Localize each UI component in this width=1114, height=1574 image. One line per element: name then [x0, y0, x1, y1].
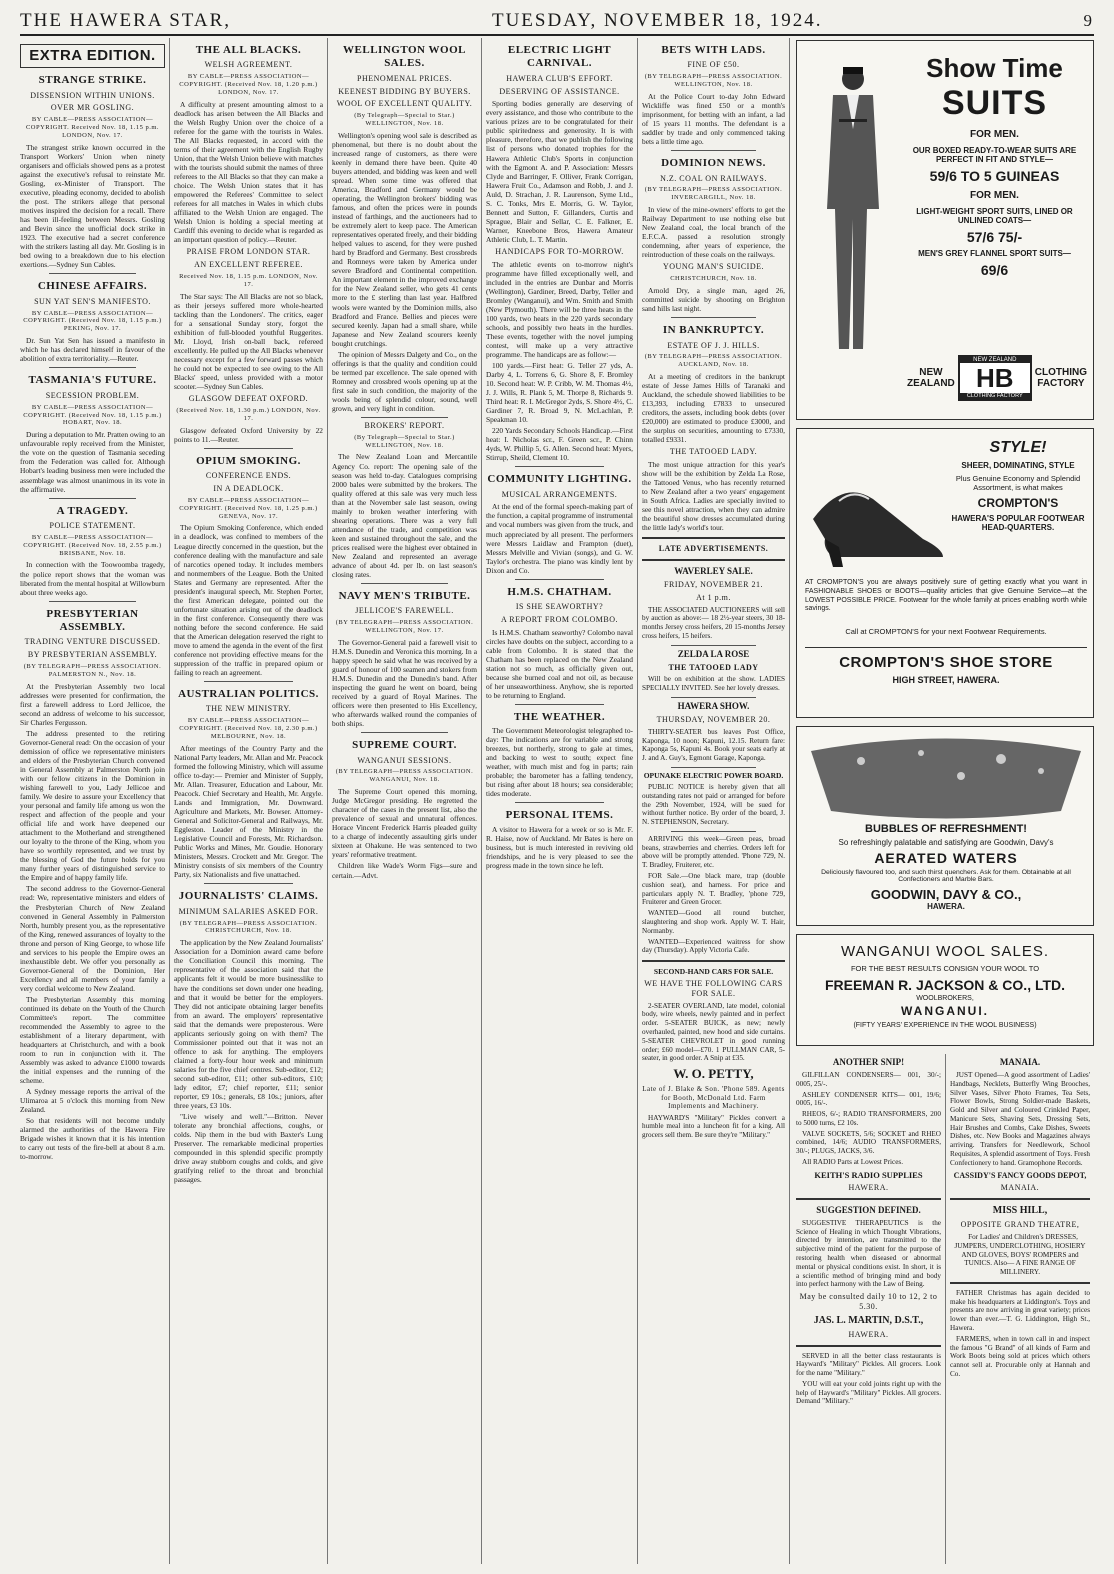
- bets-headline: BETS WITH LADS.: [661, 44, 766, 56]
- divider: [642, 960, 785, 962]
- byline: (By Telegraph—Special to Star.) WELLINGTON, Nov. 18.: [354, 433, 455, 449]
- style-body: AT CROMPTON'S you are always positively sure of getting exactly what you want in FASHIONABLE SHOES or BOOTS—quality articles that give Genuine Service—at the LOWEST POSSIBLE PRICE. Footwear for the whole family at prices enabling worth while savings.: [805, 579, 1087, 613]
- article-body: The Opium Smoking Conference, which ended in a deadlock, was confined to members of the League directly concerned in the question, but the conference dealing with the manufacture and sale of narcotics opened today. It includes members and nonmembers of the League. Both the United States and Germany are represented. After the president's inaugural speech, Mr. Stephen Porter, the first American delegate, pointed out the unfortunate situation arising out of the deadlock in the first conference. Consequently there was nothing before the second conference. He said that the American delegation reserved the right to move to amend the agenda in the event of the first conference not providing effective means for the suppression of the traffic in prepared opium or failing to reach an agreement.: [174, 523, 323, 677]
- hb-logo-letters: HB: [976, 363, 1014, 393]
- byline: BY CABLE—PRESS ASSOCIATION—COPYRIGHT. (Received Nov. 18, 2.55 p.m.) BRISBANE, Nov. 18.: [23, 533, 162, 557]
- hb-logo-bottom: CLOTHING FACTORY: [960, 393, 1030, 399]
- aerated-waters-advert: [796, 726, 1094, 926]
- article-body: The Government Meteorologist telegraphed to-day: The indications are for variable and strong breezes, but northerly, strong to gale at times, and backing to west to south; expect fine weather, with much mist and fog in parts; rain probable; the barometer has a falling tendency, but rising after about 18 hours; sea considerable; tides moderate.: [486, 726, 633, 799]
- divider: [515, 704, 603, 705]
- byline: CHRISTCHURCH, Nov. 18.: [670, 275, 757, 283]
- ad-body: HAYWARD'S "Military" Pickles convert a humble meal into a luncheon fit for a king. All grocers sell them. Be sure they're "Military.": [642, 1113, 785, 1140]
- article-body: Children like Wade's Worm Figs—sure and certain.—Advt.: [332, 861, 477, 880]
- hb-logo: [958, 355, 1032, 401]
- hb-logo-top: NEW ZEALAND: [960, 357, 1030, 363]
- byline: (BY TELEGRAPH—PRESS ASSOCIATION. WELLINGTON, Nov. 18.: [644, 73, 783, 89]
- byline: BY CABLE—PRESS ASSOCIATION—COPYRIGHT. Received Nov. 18, 1.15 p.m. LONDON, Nov. 17.: [25, 116, 160, 140]
- article-body: In view of the mine-owners' efforts to get the Railway Department to use nothing else but New Zealand coal, the local branch of the E.F.C.A. passed a resolution strongly condemning, after years of experience, the reintroduction of these coals on the railways.: [642, 205, 785, 260]
- headline-sub: SECESSION PROBLEM.: [45, 390, 140, 400]
- headline-sub: PHENOMENAL PRICES.: [357, 73, 452, 83]
- radio-advert: [796, 1057, 941, 1406]
- suits-title-2: SUITS: [941, 84, 1048, 122]
- style-title: STYLE!: [989, 439, 1047, 456]
- article-body: 100 yards.—First heat: G. Teller 27 yds, A. Darby 4, L. Torrens 6, G. Shore 8, F. Bromley 10. Second heat: W. P. Cribb, W. M. Thomas 4½, J. J. Wills, R. Plank 5, M. Thorpe 8, Richards 9. Third heat: R. I. McGregor 2yds, S. Shore 4½, C. Gardiner 7, R. Broad 9, N. McLachlan, P. Speakman 10.: [486, 360, 633, 425]
- byline: (BY TELEGRAPH—PRESS ASSOCIATION. AUCKLAND, Nov. 18.: [644, 353, 783, 369]
- bubbles-line-1: So refreshingly palatable and satisfying are Goodwin, Davy's: [838, 838, 1054, 847]
- wool-town: WANGANUI.: [901, 1004, 989, 1018]
- ad-body: 2-SEATER OVERLAND, late model, colonial body, wire wheels, newly painted and in perfect order. 5-SEATER BUICK, as new; newly overhauled, painted, new hood and side curtains. 5-SEATER CHEVROLET in good running order; £60 model—£70. 1 PULLMAN CAR, 5-seater, in good order. A Snip at £35.: [642, 1001, 785, 1063]
- column-2: [174, 38, 328, 1564]
- suits-title-1: Show Time: [926, 53, 1063, 83]
- divider: [515, 802, 603, 803]
- wool-sales-advert: [796, 934, 1094, 1046]
- divider: [796, 1198, 941, 1200]
- byline: BY CABLE—PRESS ASSOCIATION—COPYRIGHT. (Received Nov. 18, 1.15 p.m.) HOBART, Nov. 18.: [23, 403, 162, 427]
- masthead: [20, 8, 1094, 36]
- headline-sub: MINIMUM SALARIES ASKED FOR.: [178, 906, 319, 916]
- tasmania-headline: TASMANIA'S FUTURE.: [28, 374, 157, 387]
- suits-line-3: MEN'S GREY FLANNEL SPORT SUITS—: [918, 249, 1071, 258]
- byline: BY CABLE—PRESS ASSOCIATION—COPYRIGHT. (Received Nov. 18, 1.20 p.m.) LONDON, Nov. 17.: [179, 73, 318, 96]
- extra-edition-title: EXTRA EDITION.: [20, 44, 165, 68]
- ad-body: THIRTY-SEATER bus leaves Post Office, Kaponga, 10 noon; Kapuni, 12.15. Return fare: Kaponga 5s, Kapuni 4s. Book your seats early at J. and A. Guy's, Egmont Garage, Kaponga.: [642, 727, 785, 763]
- divider: [361, 583, 448, 584]
- ad-body: WANTED—Good all round butcher, slaughtering and shop work. Apply W. T. Hair, Normanby.: [642, 909, 785, 935]
- divider: [671, 697, 757, 698]
- headline-sub: PRAISE FROM LONDON STAR.: [186, 247, 311, 257]
- article-body: During a deputation to Mr. Pratten owing to an unfavourable reply received from the Minister, the vote on the question of Tasmania seceding from the Federation was called for. Although Hobart's leading business men were included the assemblage was almost unanimous in its vote in the affirmative.: [20, 430, 165, 494]
- ad-body: All RADIO Parts at Lowest Prices.: [802, 1158, 904, 1166]
- headline-sub: JELLICOE'S FAREWELL.: [355, 606, 454, 616]
- article-body: At the Presbyterian Assembly two local addresses were presented for confirmation, the first a farewell address to Lord Jellicoe, the second an address of welcome to his successor, Sir Charles Fergusson.: [20, 681, 165, 727]
- headline-sub: TRADING VENTURE DISCUSSED.: [24, 637, 161, 647]
- style-line-1: SHEER, DOMINATING, STYLE: [961, 461, 1075, 470]
- ad-brand: KEITH'S RADIO SUPPLIES: [814, 1169, 923, 1180]
- headline-sub: CONFERENCE ENDS.: [205, 471, 292, 481]
- article-body: The strangest strike known occurred in the Transport Workers' Union when ninety organisers and officials showed pens as a protest against the executive's refusal to reinstate Mr. Gosling, ex-Minister of Transport. The executive, pleading economy, decided to abolish the post. The strikers allege that personal motives inspired the decision for a recall. There has been ill-feeling between Messrs. Gosling and Bevin since the unofficial dock strike in 1923. The executive had a secret conference with the strikers lasting all day. Mr. Gosling is in bed owing to a breakdown due to his election exertions.—Sydney Sun Cables.: [20, 142, 165, 270]
- ad-sub: OPPOSITE GRAND THEATRE,: [960, 1220, 1080, 1230]
- byline: (Received Nov. 18, 1.30 p.m.) LONDON, Nov. 17.: [176, 406, 321, 422]
- article-body: The application by the New Zealand Journalists' Association for a Dominion award came before the Conciliation Council this morning. The representative of the association said that the applicants felt it would be more businesslike to have the conditions set down under one heading, and that it would be better for the employers. They did not anticipate obtaining larger benefits from an award. The employers' representative said that the demands were preposterous. Were applicants seriously going on with them? The Commissioner pointed out that it was not an offence to ask for anything. The employers claimed a forty-four hour week and minimum salaries for the five chief centres. Sub-editor, £12; second sub-editor, £11; other sub-editors, £10; lady editor, £7; chief reporter, £11; senior reporter, £9 10s.; generals, £8 10s.; juniors, after three years, £3 10s.: [174, 938, 323, 1110]
- ad-title: SUGGESTION DEFINED.: [816, 1204, 921, 1215]
- suits-price-2: 57/6 75/-: [966, 229, 1023, 245]
- headline-sub: BY PRESBYTERIAN ASSEMBLY.: [27, 650, 158, 660]
- wool-title: WANGANUI WOOL SALES.: [840, 943, 1050, 960]
- divider: [671, 767, 757, 768]
- ad-body: FARMERS, when in town call in and inspect the famous "G Brand" of all kinds of Farm and Work Boots being sold at prices which others cannot sell at. Procurable only at Hannah and Co.: [950, 1334, 1090, 1378]
- headline-sub: OVER MR GOSLING.: [50, 103, 135, 113]
- supreme-court-headline: SUPREME COURT.: [352, 739, 457, 752]
- masthead-paper: THE HAWERA STAR,: [20, 10, 232, 31]
- ad-title: MISS HILL,: [992, 1205, 1048, 1217]
- ad-town: HAWERA.: [848, 1183, 889, 1193]
- wool-sales-headline: WELLINGTON WOOL SALES.: [343, 44, 466, 70]
- article-body: 220 Yards Secondary Schools Handicap.—First heat: I. Nicholas scr., F. Green scr., P. Chinn 4yds, W. Phillip 5, G. Allen. Second heat: Myers, Stirrup, Sheild, Clement 10.: [486, 426, 633, 463]
- article-body: At the Police Court to-day John Edward Wickliffe was fined £50 or a month's imprisonment, for betting with an infant, a lad of 15 years 11 months. The defendant is a saddler by trade and only commenced taking bets a little time ago.: [642, 92, 785, 147]
- divider: [642, 537, 785, 539]
- article-body: The Supreme Court opened this morning, Judge McGregor presiding. He regretted the character of the cases in the present list, also the prevalence of sexual and unnatural offences. Horace Vincent Frederick Harris pleaded guilty to a charge of indecently assaulting girls under sixteen at Ohakune. He was sentenced to two years' reformative treatment.: [332, 787, 477, 860]
- ad-sig-details: Late of J. Blake & Son. 'Phone 589. Agents for Booth, McDonald Ltd. Farm Implements and Machinery.: [642, 1085, 785, 1111]
- ad-title: HAWERA SHOW.: [677, 701, 750, 712]
- headline-sub: WANGANUI SESSIONS.: [357, 755, 452, 765]
- divider: [796, 1345, 941, 1347]
- wool-line-1: FOR THE BEST RESULTS CONSIGN YOUR WOOL TO: [850, 964, 1040, 973]
- page-number: 9: [1083, 11, 1094, 30]
- article-body: After meetings of the Country Party and the National Party leaders, Mr. Allan and Mr. Peacock formed the following Ministry, which will assume office to-day:— Premier and Minister of Supply, Mr. Allan. Treasurer, Education and Labour, Mr. Peacock. Chief Secretary and Health, Mr. Argyle. Lands and Immigration, Mr. Downward. Agriculture and Markets, Mr. Bowser. Attorney-General and Solicitor-General and Railways, Mr. Eggleston. Leader of the Ministry in the Legislative Council and Forests, Mr. Richardson. Public Works and Mines, Mr. Goudie. Honorary Ministers, Messrs. Crockett and Mr. Gregor. The Ministry consists of six members of the Country Party, six Nationalists and five unattached.: [174, 743, 324, 880]
- ad-sub: WE HAVE THE FOLLOWING CARS FOR SALE.: [644, 979, 783, 998]
- shoe-illustration: [803, 449, 953, 569]
- divider: [515, 466, 603, 467]
- all-blacks-headline: THE ALL BLACKS.: [195, 44, 302, 56]
- article-body: Sporting bodies generally are deserving of every assistance, and those who contribute to the various prizes are to be congratulated for their public spiritedness and generosity. It is with pleasure, therefore, that we publish the following list of persons who donated trophies for the Hawera Athletic Club's Sports in conjunction with the Egmont A. and P. Association: Messrs Clyde and Barringer, F. Olliver, Frank Corrigan, Hawera Fruit Co., Adamson and Robb, J. and J. Auld, D. Strachan, J. R. Laurenson, Syme Ltd., S. C. Tonks, Mrs E. Morris, G. W. Taylor, Bennett and Sutton, F. Gillanders, Curtis and Sprague, Blair and Sellar, C. E. Falkner, E. Warner, Kneebone Bros, Hawera Amateur Athletic Club, L. T. Martin.: [486, 99, 633, 244]
- divider: [361, 417, 448, 418]
- divider: [671, 645, 757, 646]
- column-6: [796, 1054, 946, 1564]
- hb-right-1: CLOTHING: [1034, 367, 1087, 378]
- carnival-headline: ELECTRIC LIGHT CARNIVAL.: [507, 44, 612, 70]
- ad-title: MANAIA.: [999, 1057, 1041, 1067]
- article-body: Arnold Dry, a single man, aged 26, committed suicide by shooting on Brighton sand hills last night.: [642, 286, 785, 314]
- divider: [204, 883, 293, 884]
- bubbles-brand: GOODWIN, DAVY & CO.,: [870, 887, 1022, 902]
- suits-advert: [796, 40, 1094, 420]
- article-body: The second address to the Governor-General read: We, representative ministers and elders of the Presbyterian Church of New Zealand convened in General Assembly in Palmerston North, humbly present you, as the representative of the King, renewed assurances of loyalty to the throne and person of King George, to whose life and services to his people the Empire owes an inexhaustible debt. We offer you personally as Governor-General of the Dominion, Her Excellency and all members of your family a very cordial welcome to New Zealand.: [20, 884, 165, 993]
- byline: BY CABLE—PRESS ASSOCIATION—COPYRIGHT. (Received Nov. 18, 1.15 p.m.) PEKING, Nov. 17.: [23, 309, 162, 333]
- article-body: Is H.M.S. Chatham seaworthy? Colombo naval circles have doubts on the subject, according to a cable from Colombo. It is stated that the Chatham has been replaced on the New Zealand station not so much, as officially given out, because she burned coal and not oil, as because of her unseaworthiness. Anyhow, she is reported to be returning to England.: [486, 627, 633, 700]
- ad-body: Will be on exhibition at the show. LADIES SPECIALLY INVITED. See her lovely dresses.: [642, 675, 785, 693]
- byline: (BY TELEGRAPH—PRESS ASSOCIATION. WANGANUI, Nov. 18.: [335, 768, 474, 784]
- brokers-report-headline: BROKERS' REPORT.: [364, 420, 445, 430]
- ad-body: ASHLEY CONDENSER KITS— 001, 19/6; 0005, 16/-.: [796, 1090, 941, 1108]
- column-3: [332, 38, 482, 1564]
- wool-sub: WOOLBROKERS,: [916, 995, 974, 1002]
- article-body: At a meeting of creditors in the bankrupt estate of Jesse James Hills of Taranaki and Auckland, the schedule showed liabilities to be £13,393, including £7833 to unsecured creditors, the assets, including book debts (over £20,000) are estimated to produce £3000, and the surplus on securities, amounting to £7330, totalled £9331.: [642, 372, 785, 445]
- headline-sub: SUN YAT SEN'S MANIFESTO.: [34, 296, 151, 306]
- ad-time: At 1 p.m.: [696, 592, 731, 602]
- article-body: A Sydney message reports the arrival of the Ulimaroa at 5 o'clock this morning from New Zealand.: [20, 1087, 165, 1115]
- suits-for: FOR MEN.: [970, 129, 1019, 140]
- personal-items-headline: PERSONAL ITEMS.: [505, 809, 614, 822]
- hb-left-2: ZEALAND: [907, 378, 955, 389]
- strange-strike-headline: STRANGE STRIKE.: [38, 74, 147, 87]
- navy-headline: NAVY MEN'S TRIBUTE.: [338, 589, 471, 602]
- divider: [49, 498, 136, 499]
- byline: Received Nov. 18, 1.15 p.m. LONDON, Nov. 17.: [179, 272, 318, 288]
- chinese-affairs-headline: CHINESE AFFAIRS.: [37, 280, 148, 293]
- hb-right-2: FACTORY: [1037, 378, 1085, 389]
- shoe-store-address: HIGH STREET, HAWERA.: [892, 675, 1000, 685]
- ad-body: FATHER Christmas has again decided to make his headquarters at Liddington's. Toys and presents are now arriving in great variety; prices lower than ever.—T. G. Liddington, High St., Hawera.: [950, 1288, 1090, 1333]
- community-lighting-headline: COMMUNITY LIGHTING.: [487, 473, 632, 486]
- headline-sub: IS SHE SEAWORTHY?: [515, 602, 604, 612]
- presbyterian-headline: PRESBYTERIAN ASSEMBLY.: [46, 607, 139, 634]
- ad-body: WANTED—Experienced waitress for show day (Thursday). Apply Victoria Cafe.: [642, 937, 785, 955]
- divider: [49, 273, 136, 274]
- weather-headline: THE WEATHER.: [513, 710, 606, 723]
- byline: (BY TELEGRAPH—PRESS ASSOCIATION. WELLINGTON, Nov. 17.: [335, 619, 474, 634]
- headline-sub: A REPORT FROM COLOMBO.: [500, 614, 619, 624]
- bubbling-bowl-illustration: [801, 731, 1091, 821]
- headline-sub: GLASGOW DEFEAT OXFORD.: [188, 394, 309, 404]
- wool-line-2: (FIFTY YEARS' EXPERIENCE IN THE WOOL BUSINESS): [853, 1022, 1037, 1029]
- column-7: [950, 1054, 1094, 1564]
- headline-sub: WOOL OF EXCELLENT QUALITY.: [336, 99, 473, 109]
- style-line-2: Plus Genuine Economy and Splendid Assortment, is what makes: [955, 474, 1081, 492]
- headline-sub: YOUNG MAN'S SUICIDE.: [663, 262, 764, 272]
- bankruptcy-headline: IN BANKRUPTCY.: [662, 324, 765, 337]
- article-body: A visitor to Hawera for a week or so is Mr. F. R. Haise, now of Auckland. Mr Bates is here on business, but is much interested in reviving old friendships, and he is very pleased to see the progress made in the town since he left.: [486, 824, 633, 870]
- divider: [49, 367, 136, 368]
- ad-signature: JAS. L. MARTIN, D.S.T.,: [813, 1314, 924, 1326]
- hb-left-1: NEW: [919, 367, 943, 378]
- byline: BY CABLE—PRESS ASSOCIATION—COPYRIGHT. (Received Nov. 18, 1.25 p.m.) GENEVA, Nov. 17.: [179, 496, 318, 520]
- ad-body: VALVE SOCKETS, 5/6; SOCKET and RHEO combined, 14/6; AUDIO TRANSFORMERS, 30/-; PLUGS, JACKS, 3/6.: [796, 1129, 941, 1156]
- ad-body: RHEOS, 6/-; RADIO TRANSFORMERS, 200 to 5000 turns, £2 10s.: [796, 1110, 941, 1127]
- article-body: Wellington's opening wool sale is described as phenomenal, but there is no doubt about the increased range of customers, as there were keenly in demand there have been. Quite 40 buyers attended, and bidding was keen and well spread. When some time was offered that America, Bradford and Germany would be operating, the Wellington brokers' bidding was famous, and often the prices were in pounds instead of farthings, and the auctioneers had to be extremely alert to keep pace. The American representatives operated freely, and their bidding helped values to ascend, for they were pushed hard by Bradford and Germany. Best crossbreds and Romneys were taken by America under severe Bradford and Continental competition. An important element in the improved exchange for the New Zealand seller, who gets 41 cents more to the £ sterling than last year. Halfbred wools were wanted by the Dominion mills, also Bradford and France. Bellies and pieces were secured keenly. Japan had a small share, while Japanese and New Zealand scourers keenly bought crutchings.: [332, 130, 477, 348]
- style-brand: CROMPTON'S: [977, 496, 1059, 510]
- headline-sub: THE TATOOED LADY.: [669, 447, 758, 457]
- byline: BY CABLE—PRESS ASSOCIATION—COPYRIGHT. (Received Nov. 18, 2.30 p.m.) MELBOURNE, Nov. 18.: [179, 717, 318, 740]
- article-body: The Presbyterian Assembly this morning continued its debate on the Youth of the Church Committee's report. The committee recommended the Assembly to agree to the establishment of a literary department, with headquarters at Christchurch, and with a book room to run in conjunction with it. The Assembly was asked to advance £1000 towards the initial expenses and the running of the scheme.: [20, 994, 165, 1086]
- byline: (BY TELEGRAPH—PRESS ASSOCIATION. INVERCARGILL, Nov. 18.: [644, 186, 783, 202]
- ad-hours: May be consulted daily 10 to 12, 2 to 5.30.: [799, 1292, 938, 1311]
- crompton-advert: [796, 428, 1094, 718]
- headline-sub: MUSICAL ARRANGEMENTS.: [501, 489, 618, 499]
- article-body: The address presented to the retiring Governor-General read: On the occasion of your demission of office we representative ministers and elders of the Presbyterian Church convened in General Assembly at Palmerston North join with our fellow citizens in the Dominion in wishing farewell to you, Lady Jellicoe and family. We desire to assure your Excellency that your personal and family life among us won the respect and affection of the people and your official life and work have deepened our attachment to the Motherland and strengthened our loyalty to the throne of the King, whom you have so worthily represented, and we trust by the blessing of God the future holds for you many further years of distinguished service to the Empire and of happy family life.: [20, 728, 165, 883]
- byline: (BY TELEGRAPH—PRESS ASSOCIATION. PALMERSTON N., Nov. 18.: [23, 662, 162, 678]
- article-body: Glasgow defeated Oxford University by 22 points to 11.—Reuter.: [174, 425, 323, 444]
- headline-sub: HAWERA CLUB'S EFFORT.: [506, 73, 613, 83]
- ad-body: JUST Opened—A good assortment of Ladies' Handbags, Necklets, Butterfly Wing Brooches, Silver Vases, Silver Photo Frames, Tea Sets, Flower Bowls, Strong Soldier-made Baskets, Gold and Silver and Coloured Crinkled Paper, Manicure Sets, Shaving Sets, Dressing Sets, Hair Brushes and Combs, Cake Dishes, Sweets Dishes, etc. New Books and Magazines always arriving. Transfers for Needlework, School Requisites, A splendid assortment of Toys. Fresh Confectionery to hand. Gramophone Records.: [950, 1070, 1090, 1167]
- ad-town: HAWERA.: [848, 1329, 889, 1339]
- headline-sub: HANDICAPS FOR TO-MORROW.: [495, 246, 624, 256]
- chatham-headline: H.M.S. CHATHAM.: [507, 585, 612, 598]
- ad-town: MANAIA.: [1000, 1183, 1040, 1193]
- ad-brand: CASSIDY'S FANCY GOODS DEPOT,: [953, 1170, 1087, 1180]
- divider: [515, 579, 603, 580]
- suits-line-1: OUR BOXED READY-TO-WEAR SUITS ARE PERFECT IN FIT AND STYLE—: [912, 146, 1077, 164]
- ad-date: FRIDAY, NOVEMBER 21.: [664, 580, 763, 590]
- divider: [950, 1198, 1090, 1200]
- headline-sub: KEENEST BIDDING BY BUYERS.: [338, 86, 471, 96]
- headline-sub: FINE OF £50.: [687, 60, 740, 70]
- ad-body: GILFILLAN CONDENSERS— 001, 30/-; 0005, 25/-.: [796, 1070, 941, 1088]
- headline-sub: N.Z. COAL ON RAILWAYS.: [660, 173, 767, 183]
- headline-sub: IN A DEADLOCK.: [213, 483, 284, 493]
- dominion-news-headline: DOMINION NEWS.: [661, 157, 766, 170]
- manaia-ads: [950, 1057, 1090, 1379]
- article-body: Dr. Sun Yat Sen has issued a manifesto in which he has declared himself in favour of the abolition of extra territoriality.—Reuter.: [20, 336, 165, 364]
- article-body: The Governor-General paid a farewell visit to H.M.S. Dunedin and Veronica this morning. In a happy speech he said what he was received by a guard of honour of 100 seamen and stokers from H.M.S. Dunedin and the Dunedin's band. After inspecting the guard he went on board, being received by a guard of Royal Marines. The officers were then presented to His Excellency, who afterwards walked round the companies of both ships.: [332, 637, 477, 729]
- headline-sub: POLICE STATEMENT.: [49, 520, 136, 530]
- ad-sub: THE TATOOED LADY: [668, 662, 759, 672]
- article-body: In connection with the Toowoomba tragedy, the police report shows that the woman was liberated from the mental hospital at Willowburn about three weeks ago.: [20, 560, 165, 597]
- divider: [49, 601, 136, 602]
- suits-for-2: FOR MEN.: [970, 190, 1019, 201]
- ad-body: PUBLIC NOTICE is hereby given that all outstanding rates not paid or arranged for before the 29th November, 1924, will be sued for without further notice. By order of the board, J. N. STEPHENSON, Secretary.: [642, 783, 785, 827]
- opium-headline: OPIUM SMOKING.: [196, 454, 301, 467]
- shoe-store-name: CROMPTON'S SHOE STORE: [839, 654, 1053, 671]
- headline-sub: DESERVING OF ASSISTANCE.: [499, 86, 620, 96]
- headline-sub: ESTATE OF J. J. HILLS.: [667, 340, 760, 350]
- divider: [950, 1282, 1090, 1284]
- headline-sub: AN EXCELLENT REFEREE.: [194, 260, 303, 270]
- divider: [671, 317, 757, 318]
- article-body: So that residents will not become unduly alarmed the authorities of the Hawera Fire Brigade wishes it known that it is his intention to carry out tests of the fire-bell at about 8 a.m. to-morrow.: [20, 1116, 165, 1162]
- ad-title: WAVERLEY SALE.: [674, 566, 753, 577]
- wool-brand: FREEMAN R. JACKSON & CO., LTD.: [824, 977, 1066, 993]
- tragedy-headline: A TRAGEDY.: [56, 504, 129, 517]
- ad-body: SERVED in all the better class restaurants is Hayward's "Military" Pickles. All grocers. Look for the name "Military.": [796, 1351, 941, 1378]
- article-body: The Star says: The All Blacks are not so black, as their jerseys suffered more whole-hearted tackling than the Londoners'. The critics, eager for a sensational Sunday story, forgot the exhibition of full-blooded youthful Ruggerites. Mr. Lloyd, Irish on-ball back, refereed excellently. He pulled up the All Blacks whenever necessary except for a few forward passes which he could not be expected to see owing to the All Blacks' speed, unless provided with a motor scooter.—Sydney Sun Cables.: [174, 291, 323, 392]
- bubbles-town: HAWERA.: [927, 902, 965, 911]
- article-body: "Live wisely and well."—Britton. Never tolerate any bronchial affections, coughs, or colds. Nip them in the bud with Baxter's Lung Preserver. The remarkable medicinal properties compounded in this splendid specific promptly drive away stubborn coughs and colds, and give gratifying relief to the throat and bronchial passages.: [174, 1111, 323, 1185]
- style-line-3: HAWERA'S POPULAR FOOTWEAR HEAD-QUARTERS.: [951, 514, 1085, 532]
- divider: [671, 831, 757, 832]
- bubbles-title: BUBBLES OF REFRESHMENT!: [865, 823, 1027, 835]
- ad-body: THE ASSOCIATED AUCTIONEERS will sell by auction as above:— 18 2½-year steers, 30 18-months Jersey cross heifers, 20 15-months Jersey cross heifers, 15 heifers.: [642, 605, 785, 640]
- ad-title: SECOND-HAND CARS FOR SALE.: [653, 967, 774, 977]
- suits-price-1: 59/6 TO 5 GUINEAS: [929, 168, 1060, 184]
- late-ads-heading: LATE ADVERTISEMENTS.: [658, 544, 769, 554]
- column-4: [486, 38, 638, 1564]
- headline-sub: WELSH AGREEMENT.: [204, 60, 293, 70]
- byline: (By Telegraph—Special to Star.) WELLINGTON, Nov. 18.: [354, 112, 455, 127]
- ad-body: YOU will eat your cold joints right up with the help of Hayward's "Military" Pickles. All grocers. Demand "Military.": [796, 1379, 941, 1406]
- classified-ads: [642, 566, 785, 1140]
- column-5: [642, 38, 790, 1564]
- suits-line-2: LIGHT-WEIGHT SPORT SUITS, LINED OR UNLINED COATS—: [916, 207, 1073, 225]
- ad-date: THURSDAY, NOVEMBER 20.: [656, 714, 771, 724]
- ad-body: FOR Sale.—One black mare, trap (double cushion seat), and harness. For price and particulars apply N. T. Bradley, 'phone 729, Fruiterer and Green Grocer.: [642, 872, 785, 907]
- masthead-date: TUESDAY, NOVEMBER 18, 1924.: [491, 10, 823, 31]
- headline-sub: DISSENSION WITHIN UNIONS.: [30, 90, 155, 100]
- byline: (BY TELEGRAPH—PRESS ASSOCIATION. CHRISTCHURCH, Nov. 18.: [179, 919, 318, 935]
- suits-price-3: 69/6: [980, 262, 1009, 278]
- bubbles-line-3: Deliciously flavoured too, and such thirst quenchers. Ask for them. Obtainable at all Confectioners and Marble Bars.: [821, 869, 1071, 883]
- article-body: At the end of the formal speech-making part of the function, a capital programme of instrumental and vocal numbers was given from the truck, and much appreciated by all present. The performers were Messrs Laidlaw and Frampton (duet), Messrs Melville and Vivian (songs), and G. W. Taylor's orchestra. The piano was kindly lent by Dixon and Co.: [486, 502, 633, 575]
- ad-title: OPUNAKE ELECTRIC POWER BOARD.: [643, 770, 784, 780]
- australian-politics-headline: AUSTRALIAN POLITICS.: [178, 687, 319, 700]
- ad-body: SUGGESTIVE THERAPEUTICS is the Science of Healing in which Thought Vibrations, directed by intention, are transmitted to the subjective mind of the patient for the purpose of restoring health when diseased or abnormal mental or physical conditions exist. In short, it is a scientific method of bringing mind and body into perfect harmony with the Law of Being.: [796, 1218, 941, 1289]
- article-body: A difficulty at present amounting almost to a deadlock has arisen between the All Blacks and the Welsh Rugby Union over the choice of a referee for the game with the tourists in Wales. The All Blacks requested, in accord with the terms of their agreement with the English Rugby Union, that the Welsh Union believe with matches with the tourists should submit the names of three referees to the All Blacks so that they can make a choice. The Welsh Union states that it has empowered the Referees' Committee to select referees for all matches in Wales in which clubs affiliated to the Welsh Union are engaged. The Welsh Union is holding a special meeting at Cardiff this evening to decide what is regarded as an important question of policy.—Reuter.: [174, 99, 323, 245]
- divider: [204, 448, 293, 449]
- divider: [642, 559, 785, 561]
- journalists-headline: JOURNALISTS' CLAIMS.: [178, 890, 319, 903]
- article-body: The most unique attraction for this year's show will be the exhibition by Zelda La Rose, the Tattooed Venus, who has recently returned to New Zealand after a two years' engagement in South Africa. Ladies are specially invited to see this novel attraction, when they can admire the beautiful show dresses accumulated during the little lady's world's tour.: [642, 460, 785, 533]
- style-call: Call at CROMPTON'S for your next Footwear Requirements.: [845, 627, 1047, 636]
- bubbles-line-2: AERATED WATERS: [874, 850, 1018, 866]
- headline-sub: THE NEW MINISTRY.: [205, 704, 292, 714]
- ad-body: ARRIVING this week—Green peas, broad beans, strawberries and cherries. Orders left for above will be promptly attended. 'Phone 729, N. T. Bradley, Fruiterer, etc.: [642, 834, 785, 870]
- article-body: The opinion of Messrs Dalgety and Co., on the offerings is that the quality and condition could be termed par excellence. The sale opened with Romney and crossbred wools opening up at the first sale in such condition, the majority of the wools being of splendid colour, sound, well grown, and very light in condition.: [332, 349, 477, 413]
- man-in-suit-illustration: [805, 59, 905, 359]
- article-body: The athletic events on to-morrow night's programme have filled exceptionally well, and included in the entries are Dunbar and Morris (Wellington), Gardiner, Breed, Darby, Teller and Bromley (Wanganui), and Wm. Smith and Smith (New Plymouth). There will be three heats in the 100 yards, two heats in the 220 yards secondary schools, and possibly two heats in the hurdles. These events, together with the novel jumping contest, will make up a very attractive programme. The handicaps are as follow:—: [486, 259, 633, 359]
- divider: [204, 681, 293, 682]
- divider: [671, 150, 757, 151]
- divider: [361, 732, 448, 733]
- article-body: The New Zealand Loan and Mercantile Agency Co. report: The opening sale of the season was held to-day. Catalogues comprising 2000 bales were submitted by the brokers. The quality offered at this sale was very much less than at the November sale last season, owing mainly to broken weather interfering with shearing operations. There was a very full attendance of the trade, and competition was keen and sustained throughout the sale, and the prices realised were the highest ever obtained in New Zealand and represented an average advance of about 4d. per lb. on last season's closing rates.: [332, 452, 477, 579]
- column-1: [20, 38, 170, 1564]
- ad-signature: W. O. PETTY,: [673, 1066, 754, 1082]
- ad-title: ZELDA LA ROSE: [677, 648, 750, 659]
- ad-body: For Ladies' and Children's DRESSES, JUMPERS, UNDERCLOTHING, HOSIERY AND GLOVES, BOYS' ROMPERS and TUNICS. Also— A FINE RANGE OF MILLINERY.: [954, 1233, 1086, 1277]
- ad-title: ANOTHER SNIP!: [832, 1057, 905, 1067]
